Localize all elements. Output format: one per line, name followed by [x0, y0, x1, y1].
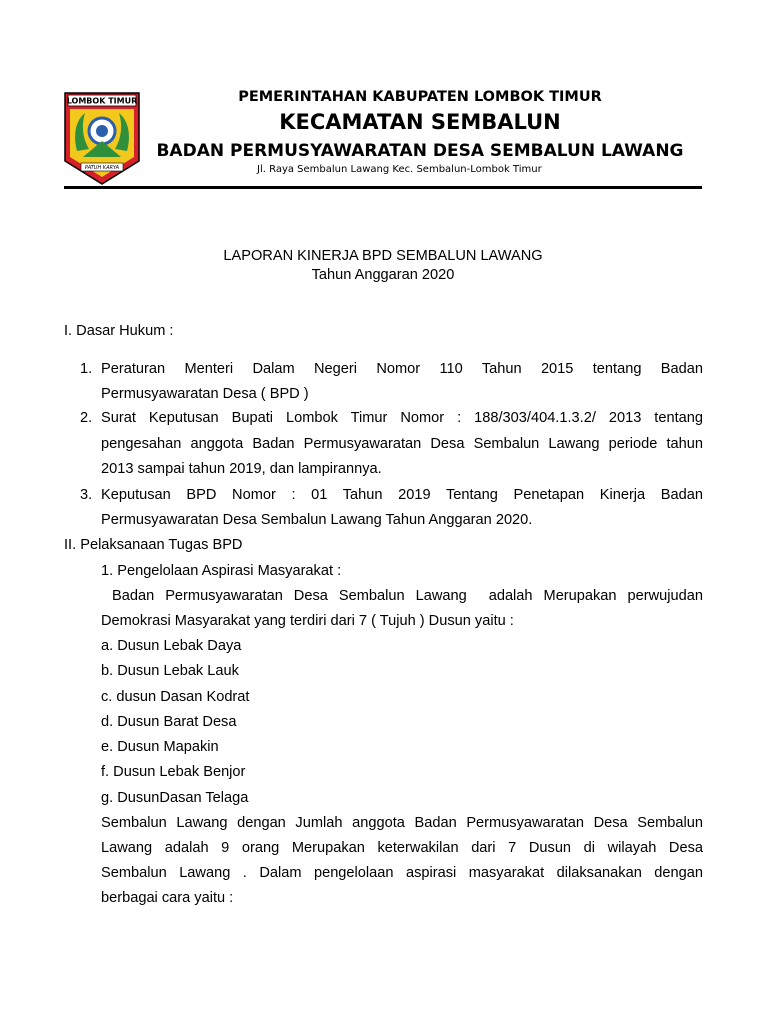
item3-line2: Permusyawaratan Desa Sembalun Lawang Tahun Anggaran 2020. — [101, 512, 533, 528]
dusun-item: e. Dusun Mapakin — [101, 739, 219, 755]
report-title: LAPORAN KINERJA BPD SEMBALUN LAWANG — [223, 248, 543, 264]
section2-heading: II. Pelaksanaan Tugas BPD — [64, 537, 243, 553]
svg-text:LOMBOK TIMUR: LOMBOK TIMUR — [66, 96, 138, 106]
para2-line3: Sembalun Lawang . Dalam pengelolaan aspirasi masyarakat dilaksanakan dengan — [101, 865, 703, 881]
item1-number: 1. — [80, 361, 93, 377]
letterhead-rule — [64, 186, 702, 189]
dusun-item: c. dusun Dasan Kodrat — [101, 689, 250, 705]
section2-subheading: 1. Pengelolaan Aspirasi Masyarakat : — [101, 563, 342, 579]
item1-line2: Permusyawaratan Desa ( BPD ) — [101, 386, 309, 402]
kop-bpd: BADAN PERMUSYAWARATAN DESA SEMBALUN LAWANG — [156, 141, 684, 161]
report-subtitle: Tahun Anggaran 2020 — [311, 267, 455, 283]
item1-line1: Peraturan Menteri Dalam Negeri Nomor 110 Tahun 2015 tentang Badan — [101, 361, 703, 377]
section1-heading: I. Dasar Hukum : — [64, 323, 174, 339]
dusun-item: d. Dusun Barat Desa — [101, 714, 237, 730]
dusun-item: g. DusunDasan Telaga — [101, 790, 249, 806]
dusun-item: f. Dusun Lebak Benjor — [101, 764, 246, 780]
kop-address: Jl. Raya Sembalun Lawang Kec. Sembalun-Lombok Timur — [257, 164, 542, 175]
item2-line1: Surat Keputusan Bupati Lombok Timur Nomor : 188/303/404.1.3.2/ 2013 tentang — [101, 410, 703, 426]
kop-kecamatan: KECAMATAN SEMBALUN — [279, 110, 561, 134]
item3-number: 3. — [80, 487, 93, 503]
item3-line1: Keputusan BPD Nomor : 01 Tahun 2019 Tentang Penetapan Kinerja Badan — [101, 487, 703, 503]
para1-line2: Demokrasi Masyarakat yang terdiri dari 7 ( Tujuh ) Dusun yaitu : — [101, 613, 514, 629]
dusun-item: a. Dusun Lebak Daya — [101, 638, 242, 654]
svg-text:PATUH KARYA: PATUH KARYA — [84, 165, 120, 171]
dusun-item: b. Dusun Lebak Lauk — [101, 663, 239, 679]
kop-kabupaten: PEMERINTAHAN KABUPATEN LOMBOK TIMUR — [238, 89, 602, 105]
lombok-timur-emblem — [63, 91, 141, 186]
item2-line3: 2013 sampai tahun 2019, dan lampirannya. — [101, 461, 382, 477]
item2-line2: pengesahan anggota Badan Permusyawaratan Desa Sembalun Lawang periode tahun — [101, 436, 703, 452]
para2-line1: Sembalun Lawang dengan Jumlah anggota Badan Permusyawaratan Desa Sembalun — [101, 815, 703, 831]
para1-line1: Badan Permusyawaratan Desa Sembalun Lawang adalah Merupakan perwujudan — [101, 588, 703, 604]
item2-number: 2. — [80, 410, 93, 426]
para2-line4: berbagai cara yaitu : — [101, 890, 234, 906]
para2-line2: Lawang adalah 9 orang Merupakan keterwakilan dari 7 Dusun di wilayah Desa — [101, 840, 703, 856]
